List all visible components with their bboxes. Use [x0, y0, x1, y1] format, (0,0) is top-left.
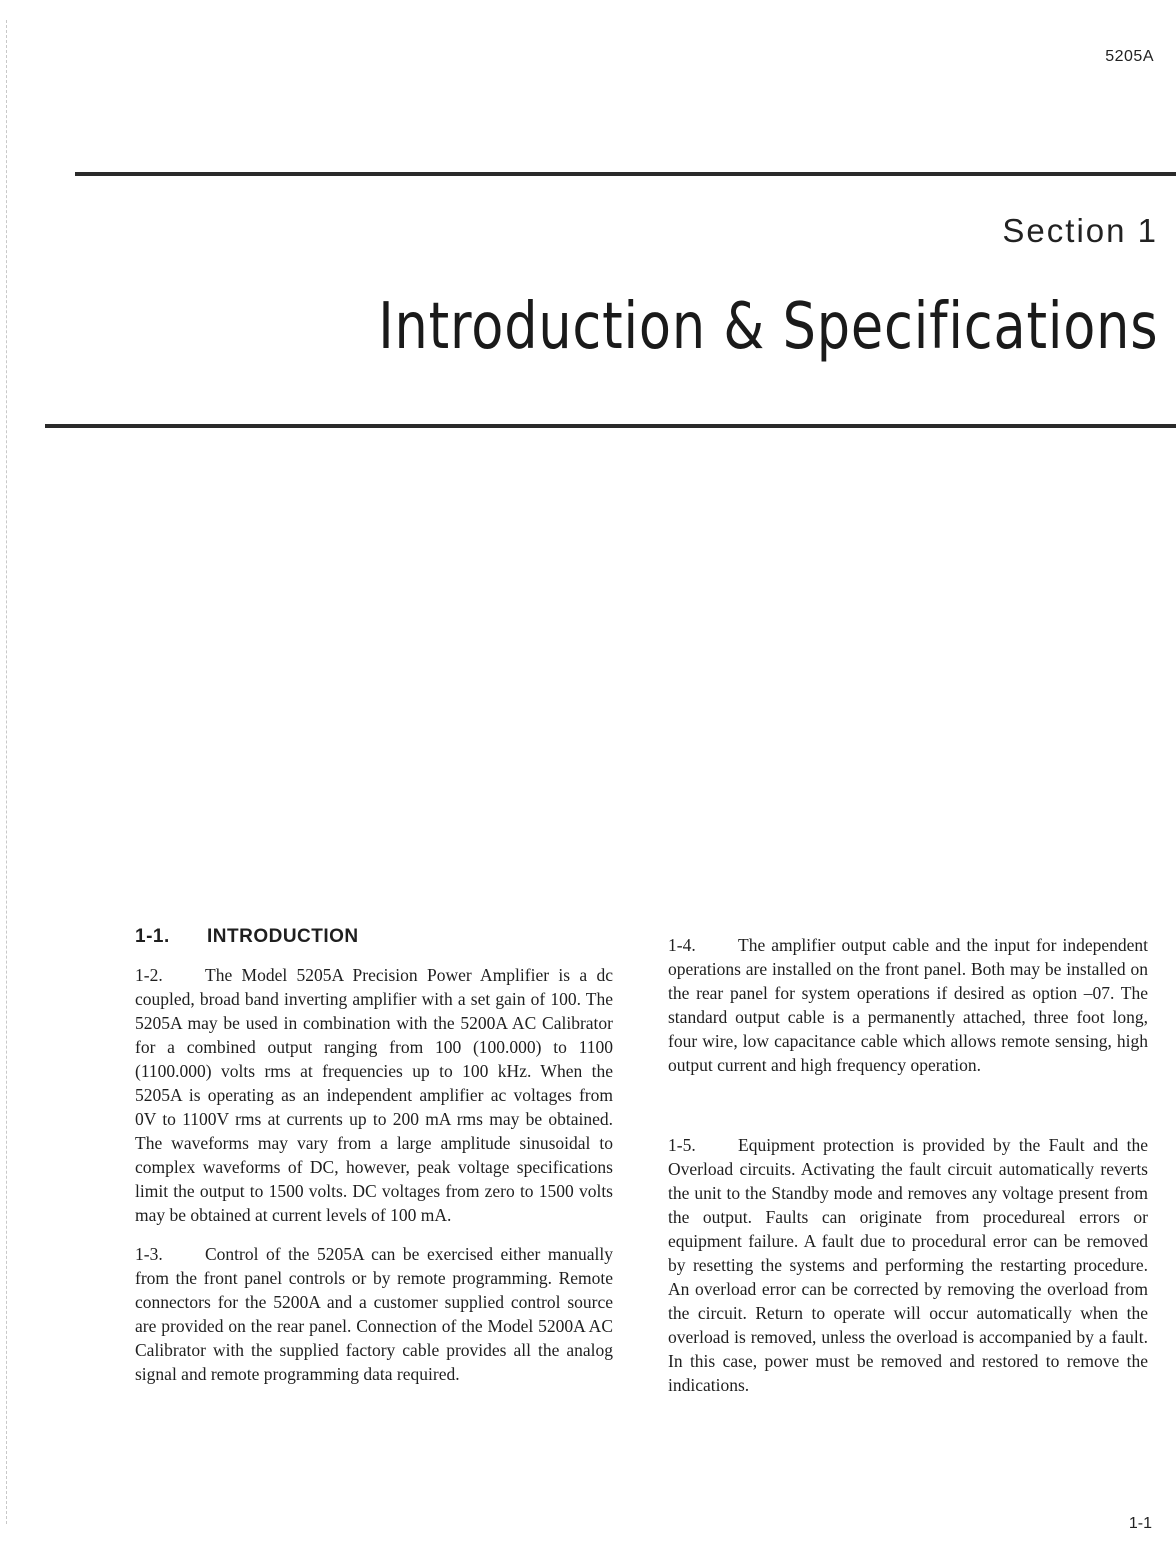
page-number: 1-1 — [1128, 1515, 1152, 1532]
bottom-rule — [45, 424, 1176, 428]
paragraph-1-5 — [668, 1133, 1148, 1397]
paragraph-text: Control of the 5205A can be exercised either manually from the front panel controls or by remote programming. Remote connectors for the 5200A and a customer supplied control source are provided on the rear panel. Connection of the Model 5200A AC Calibrator with the supplied factory cable provides all the analog signal and remote programming data required. — [135, 1244, 613, 1384]
binding-edge — [6, 20, 8, 1524]
left-column — [135, 925, 613, 1401]
right-column — [668, 933, 1148, 1453]
paragraph-number: 1-5. — [668, 1135, 696, 1155]
model-number: 5205A — [1105, 48, 1154, 65]
paragraph-number: 1-4. — [668, 935, 696, 955]
paragraph-1-2 — [135, 963, 613, 1227]
paragraph-text: The amplifier output cable and the input for independent operations are installed on the front panel. Both may be installed on the rear panel for system operations if desired as option –07. The standard output cable is a permanently attached, three foot long, four wire, low capacitance cable which allows remote sensing, high output current and high frequency operation. — [668, 935, 1148, 1075]
heading-text: INTRODUCTION — [207, 926, 359, 947]
introduction-heading — [135, 925, 613, 949]
paragraph-1-3 — [135, 1242, 613, 1386]
section-label: Section 1 — [1002, 212, 1158, 249]
paragraph-text: Equipment protection is provided by the Fault and the Overload circuits. Activating the fault circuit automatically reverts the unit to the Standby mode and removes any voltage present from the output. Faults can originate from procedureal errors or equipment failure. A fault due to procedural error can be removed by resetting the systems and performing the restarting procedure. An overload error can be corrected by removing the overload from the circuit. Return to operate will occur automatically when the overload is removed, unless the overload is accompanied by a fault. In this case, power must be removed and restored to remove the indications. — [668, 1135, 1148, 1395]
top-rule — [75, 172, 1176, 176]
paragraph-text: The Model 5205A Precision Power Amplifier is a dc coupled, broad band inverting amplifier with a set gain of 100. The 5205A may be used in combination with the 5200A AC Calibrator for a combined output ranging from 100 (100.000) to 1100 (1100.000) volts rms at frequencies up to 100 kHz. When the 5205A is operating as an independent amplifier ac voltages from 0V to 1100V rms at currents up to 200 mA rms may be obtained. The waveforms may vary from a large amplitude sinusoidal to complex waveforms of DC, however, peak voltage specifications limit the output to 1500 volts. DC voltages from zero to 1500 volts may be obtained at current levels of 100 mA. — [135, 965, 613, 1225]
section-title: Introduction & Specifications — [377, 290, 1158, 364]
paragraph-number: 1-3. — [135, 1244, 163, 1264]
heading-number: 1-1. — [135, 926, 170, 947]
paragraph-number: 1-2. — [135, 965, 163, 985]
paragraph-1-4 — [668, 933, 1148, 1077]
